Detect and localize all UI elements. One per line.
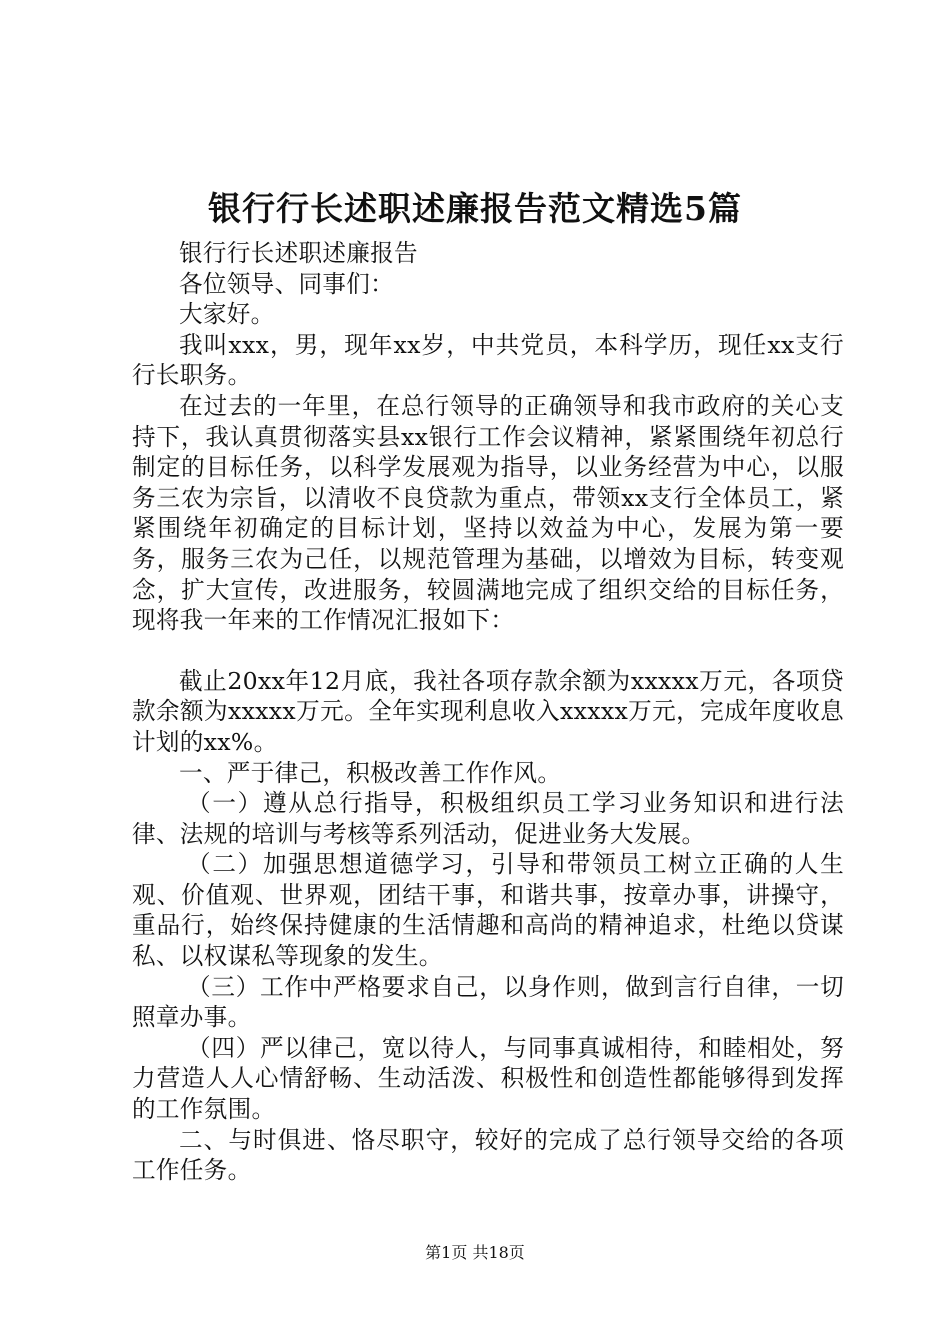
paragraph-introduction: 我叫xxx，男，现年xx岁，中共党员，本科学历，现任xx支行行长职务。 [132,330,844,390]
document-title: 银行行长述职述廉报告范文精选5篇 [208,189,742,228]
subsection-two: （二）加强思想道德学习，引导和带领员工树立正确的人生观、价值观、世界观，团结干事，和谐共事，按章办事，讲操守，重品行，始终保持健康的生活情趣和高尚的精神追求，杜绝以贷谋私、以权谋私等现象的发生。 [132,850,844,971]
paragraph-overview: 在过去的一年里，在总行领导的正确领导和我市政府的关心支持下，我认真贯彻落实县xx银行工作会议精神，紧紧围绕年初总行制定的目标任务，以科学发展观为指导，以业务经营为中心，以服务三农为宗旨，以清收不良贷款为重点，带领xx支行全体员工，紧紧围绕年初确定的目标计划，坚持以效益为中心，发展为第一要务，服务三农为己任，以规范管理为基础，以增效为目标，转变观念，扩大宣传，改进服务，较圆满地完成了组织交给的目标任务，现将我一年来的工作情况汇报如下： [132,391,844,635]
page-number-footer: 第1页 共18页 [425,1243,525,1262]
paragraph-figures: 截止20xx年12月底，我社各项存款余额为xxxxx万元，各项贷款余额为xxxxx万元。全年实现利息收入xxxxx万元，完成年度收息计划的xx%。 [132,666,844,756]
paragraph-salutation: 各位领导、同事们： [179,269,395,298]
subsection-three: （三）工作中严格要求自己，以身作则，做到言行自律，一切照章办事。 [132,972,844,1032]
paragraph-subtitle: 银行行长述职述廉报告 [179,239,418,267]
document-body [132,238,844,1186]
paragraph-greeting: 大家好。 [179,300,275,329]
section-heading-one: 一、严于律己，积极改善工作作风。 [179,758,562,787]
section-heading-two: 二、与时俱进、恪尽职守，较好的完成了总行领导交给的各项工作任务。 [132,1125,844,1185]
subsection-one: （一）遵从总行指导，积极组织员工学习业务知识和进行法律、法规的培训与考核等系列活动，促进业务大发展。 [132,789,844,848]
subsection-four: （四）严以律己，宽以待人，与同事真诚相待，和睦相处，努力营造人人心情舒畅、生动活泼、积极性和创造性都能够得到发挥的工作氛围。 [132,1033,844,1124]
